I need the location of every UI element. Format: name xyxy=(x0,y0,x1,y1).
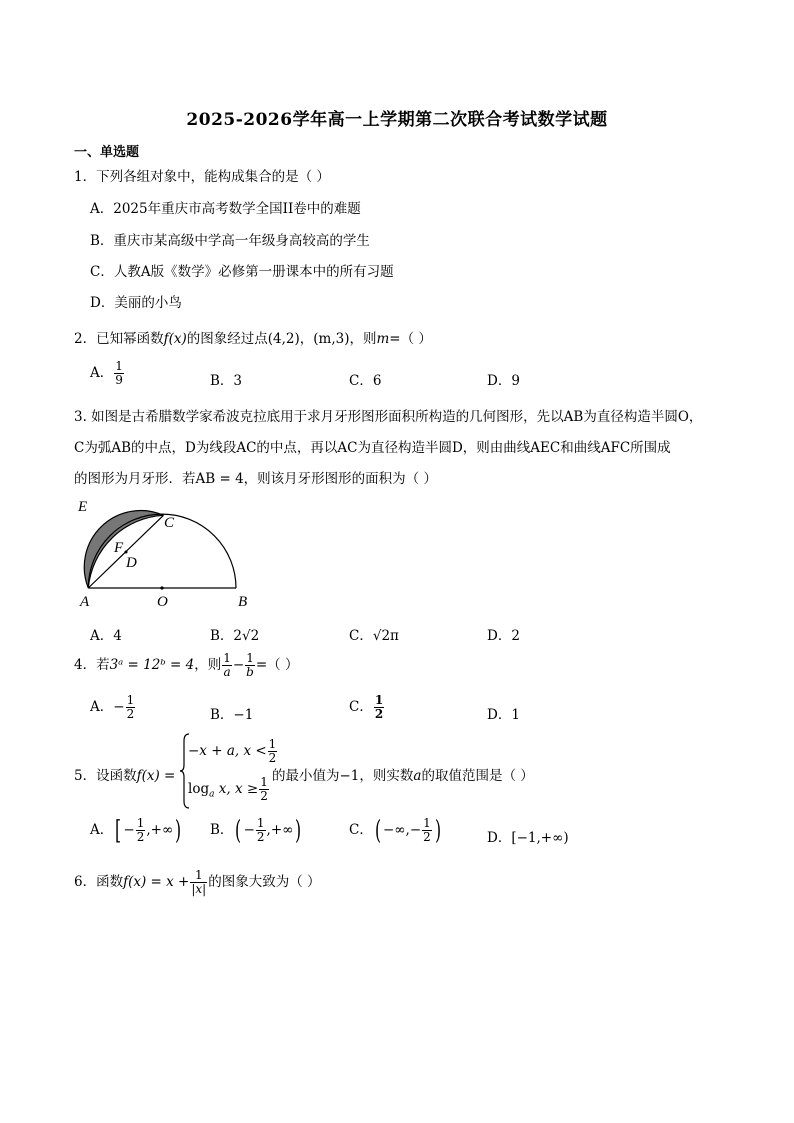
q5-option-c-num: 1 xyxy=(423,816,431,830)
q4-option-a-fraction xyxy=(126,694,136,721)
q5-option-c-rbracket: ) xyxy=(434,815,441,846)
q5-case-1-den: 2 xyxy=(268,751,277,765)
q5-case-2-base: a xyxy=(209,789,215,800)
q2-sep: ， xyxy=(299,331,314,347)
q5-option-c-pre: −∞,− xyxy=(383,822,422,838)
q5-case-2-den: 2 xyxy=(260,789,268,803)
q5-option-c xyxy=(349,817,443,844)
q3-option-c xyxy=(349,624,399,644)
q4-stem-c: =（ ） xyxy=(255,657,299,673)
q4-frac-2 xyxy=(245,652,255,679)
q5-case-2-fraction xyxy=(259,776,269,803)
q1-option-a: A．2025年重庆市高考数学全国II卷中的难题 xyxy=(90,201,361,217)
q5-option-a-post: ,+∞ xyxy=(146,822,174,838)
page-title: 2025-2026学年高一上学期第二次联合考试数学试题 xyxy=(186,110,608,130)
q6-fraction xyxy=(190,869,207,896)
q4-stem xyxy=(74,652,298,679)
q5-option-b-label: B． xyxy=(210,822,234,838)
q5-option-d: D．[−1,+∞) xyxy=(487,830,569,846)
q5-option-a-rbracket: ) xyxy=(175,815,182,846)
q5-option-a xyxy=(90,817,183,844)
lune-shaded-region xyxy=(84,511,163,588)
point-d xyxy=(125,551,128,554)
q2-m: m xyxy=(376,331,390,347)
q5-stem-b-text: 的最小值为−1，则实数 xyxy=(272,768,414,784)
q4-option-c-num: 1 xyxy=(374,693,384,707)
label-d: D xyxy=(126,555,137,571)
q5-case-1-num: 1 xyxy=(268,737,277,751)
q4-option-a-label: A．− xyxy=(90,699,125,715)
q5-option-b-den: 2 xyxy=(256,830,265,844)
q2-stem-a: 2．已知幂函数 xyxy=(74,331,164,347)
q2-option-d: D．9 xyxy=(487,373,520,389)
q5-option-c-lbracket: ( xyxy=(374,815,381,846)
label-c: C xyxy=(164,515,175,531)
q6-stem-a: 6．函数 xyxy=(74,874,124,890)
q5-option-a-lbracket: [ xyxy=(115,815,122,846)
q5-case-2-num: 1 xyxy=(260,775,268,789)
q5-option-c-fraction xyxy=(422,817,432,844)
q2-stem xyxy=(74,327,432,347)
q5-case-2-log: log xyxy=(188,781,210,797)
q4-option-c-den: 2 xyxy=(374,707,384,721)
q5-option-b-lbracket: ( xyxy=(235,815,242,846)
q5-option-a-den: 2 xyxy=(136,830,145,844)
q4-option-c-label: C． xyxy=(349,699,373,715)
q3-line-2: C为弧AB的中点，D为线段AC的中点，再以AC为直径构造半圆D，则由曲线AEC和曲线AFC所围成 xyxy=(74,440,671,456)
q5-stem-b xyxy=(272,764,534,784)
q2-stem-d: =（ ） xyxy=(389,331,432,347)
q5-option-b-pre: − xyxy=(243,822,255,838)
q4-stem-b: ，则 xyxy=(194,657,222,673)
q4-frac-2-den: b xyxy=(246,665,254,679)
q5-stem-a xyxy=(74,764,175,784)
q5-option-b-num: 1 xyxy=(256,816,265,830)
q5-option-a-num: 1 xyxy=(136,816,145,830)
q6-num: 1 xyxy=(190,869,207,883)
label-b: B xyxy=(238,594,248,610)
q5-case-2 xyxy=(188,776,270,803)
q5-option-a-pre: − xyxy=(123,822,135,838)
q5-option-b xyxy=(210,817,304,844)
q5-a: a xyxy=(413,768,422,784)
q2-point-2: (m,3) xyxy=(313,331,350,347)
q6-stem xyxy=(74,869,321,896)
q4-option-b: B．−1 xyxy=(210,707,254,723)
q2-option-c: C．6 xyxy=(349,373,382,389)
q4-option-a-num: 1 xyxy=(126,693,135,707)
q4-frac-2-num: 1 xyxy=(246,651,254,665)
q6-fx: f(x) = x + xyxy=(123,874,190,890)
q3-option-d: D．2 xyxy=(487,628,520,644)
q5-option-c-label: C． xyxy=(349,822,373,838)
q5-option-b-rbracket: ) xyxy=(295,815,302,846)
q4-option-d: D．1 xyxy=(487,707,520,723)
section-heading: 一、单选题 xyxy=(74,145,140,160)
q4-option-c-fraction xyxy=(374,694,384,721)
q4-stem-a: 4．若 xyxy=(74,657,110,673)
q1-option-b: B．重庆市某高级中学高一年级身高较高的学生 xyxy=(90,233,370,249)
q4-option-a-den: 2 xyxy=(126,707,135,721)
q5-option-b-fraction xyxy=(256,817,266,844)
q3-option-c-label: C． xyxy=(349,628,373,644)
q4-option-a xyxy=(90,694,136,721)
q3-option-b-value: 2√2 xyxy=(233,628,260,644)
q5-case-1 xyxy=(188,738,278,765)
q6-stem-b: 的图象大致为（ ） xyxy=(208,874,321,890)
q1-stem: 1．下列各组对象中，能构成集合的是（ ） xyxy=(74,169,330,185)
q5-case-2-expr: x, x ≥ xyxy=(214,781,259,797)
q2-option-a-fraction xyxy=(114,360,124,387)
q5-case-1-expr: −x + a, x < xyxy=(188,743,267,759)
q5-option-a-label: A． xyxy=(90,822,114,838)
q5-stem-a-text: 5．设函数 xyxy=(74,768,137,784)
q4-frac-1-num: 1 xyxy=(223,651,231,665)
label-o: O xyxy=(157,594,168,610)
q3-line-1: 3. 如图是古希腊数学家希波克拉底用于求月牙形图形面积所构造的几何图形，先以AB为直径构造半圆O， xyxy=(74,409,703,425)
q4-minus: − xyxy=(232,657,245,673)
q2-option-a xyxy=(90,360,125,387)
q5-fx: f(x) = xyxy=(136,768,176,784)
q2-option-a-num: 1 xyxy=(115,359,123,373)
q2-option-a-label: A． xyxy=(90,365,114,381)
q2-option-a-den: 9 xyxy=(115,373,123,387)
point-o xyxy=(160,586,163,589)
q1-option-c: C．人教A版《数学》必修第一册课本中的所有习题 xyxy=(90,264,394,280)
label-a: A xyxy=(80,594,90,610)
q2-option-b: B．3 xyxy=(210,373,243,389)
q3-option-c-value: √2π xyxy=(372,628,399,644)
q2-fx: f(x) xyxy=(163,331,187,347)
q5-option-c-den: 2 xyxy=(423,830,431,844)
q3-option-b-label: B． xyxy=(210,628,234,644)
label-f: F xyxy=(114,540,124,556)
q3-option-a: A．4 xyxy=(90,628,122,644)
q2-stem-b: 的图象经过点 xyxy=(186,331,268,347)
q5-option-a-fraction xyxy=(136,817,146,844)
q3-line-3: 的图形为月牙形．若AB = 4，则该月牙形图形的面积为（ ） xyxy=(74,471,437,487)
label-e: E xyxy=(78,499,88,515)
q1-option-d: D．美丽的小鸟 xyxy=(90,295,182,311)
q5-option-b-post: ,+∞ xyxy=(266,822,294,838)
q3-option-b xyxy=(210,624,259,644)
q2-point-1: (4,2) xyxy=(267,331,300,347)
q4-option-c xyxy=(349,694,385,721)
q4-expr: 3ᵃ = 12ᵇ = 4 xyxy=(109,657,195,673)
q5-stem-c: 的取值范围是（ ） xyxy=(421,768,534,784)
q4-frac-1-den: a xyxy=(223,665,231,679)
q5-case-1-fraction xyxy=(268,738,278,765)
q6-den: |x| xyxy=(191,882,207,896)
q2-stem-c: ，则 xyxy=(349,331,377,347)
lune-figure xyxy=(70,494,260,614)
q4-frac-1 xyxy=(222,652,232,679)
